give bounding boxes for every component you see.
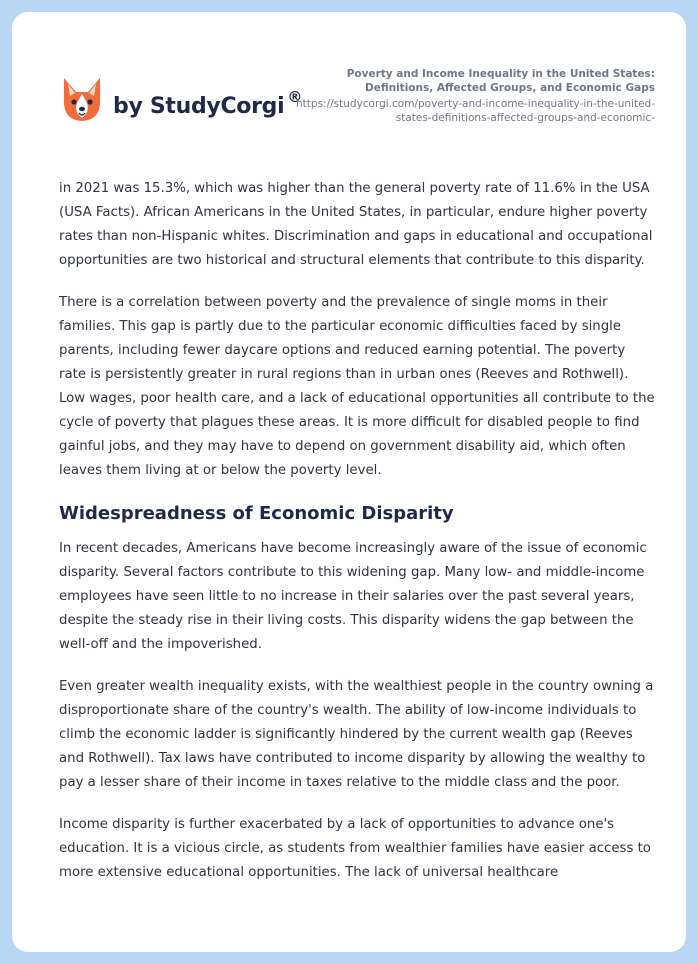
paragraph: in 2021 was 15.3%, which was higher than the general poverty rate of 11.6% in the USA (USA Facts). African Americans in the United States, in particular, endure higher poverty rates than non-Hispanic whites. Discrimination and gaps in educational and occupational opportunities are two historical and structural elements that contribute to this disparity. bbox=[59, 181, 653, 268]
paragraph: Income disparity is further exacerbated by a lack of opportunities to advance one's education. It is a vicious circle, as students from wealthier families have easier access to more extensive educational opportunities. The lack of universal healthcare bbox=[59, 817, 651, 880]
document-title: Poverty and Income Inequality in the United States: Definitions, Affected Groups, and Economic Gaps bbox=[346, 68, 655, 94]
document-body bbox=[59, 177, 655, 903]
document-url[interactable]: https://studycorgi.com/poverty-and-income-inequality-in-the-united-states-definitions-affected-groups-and-economic- bbox=[296, 98, 655, 124]
document-meta bbox=[295, 67, 655, 125]
paragraph: Even greater wealth inequality exists, with the wealthiest people in the country owning a disproportionate share of the country's wealth. The ability of low-income individuals to climb the economic ladder is significantly hindered by the current wealth gap (Reeves and Rothwell). Tax laws have contributed to income disparity by allowing the wealthy to pay a lesser share of their income in taxes relative to the middle class and the poor. bbox=[59, 679, 654, 790]
registered-mark: ® bbox=[287, 88, 303, 106]
document-page bbox=[12, 12, 686, 952]
corgi-logo-icon bbox=[60, 76, 104, 122]
brand-name[interactable]: by StudyCorgi ® bbox=[113, 88, 303, 119]
paragraph: In recent decades, Americans have become increasingly aware of the issue of economic disparity. Several factors contribute to this widening gap. Many low- and middle-income employees have seen little to no increase in their salaries over the past several years, despite the steady rise in their living costs. This disparity widens the gap between the well-off and the impoverished. bbox=[59, 541, 647, 652]
section-heading: Widespreadness of Economic Disparity bbox=[59, 503, 454, 524]
paragraph: There is a correlation between poverty and the prevalence of single moms in their families. This gap is partly due to the particular economic difficulties faced by single parents, including fewer daycare options and reduced earning potential. The poverty rate is persistently greater in rural regions than in urban ones (Reeves and Rothwell). Low wages, poor health care, and a lack of educational opportunities all contribute to the cycle of poverty that plagues these areas. It is more difficult for disabled people to find gainful jobs, and they may have to depend on government disability aid, which often leaves them living at or below the poverty level. bbox=[59, 295, 655, 478]
document-header bbox=[12, 12, 686, 162]
